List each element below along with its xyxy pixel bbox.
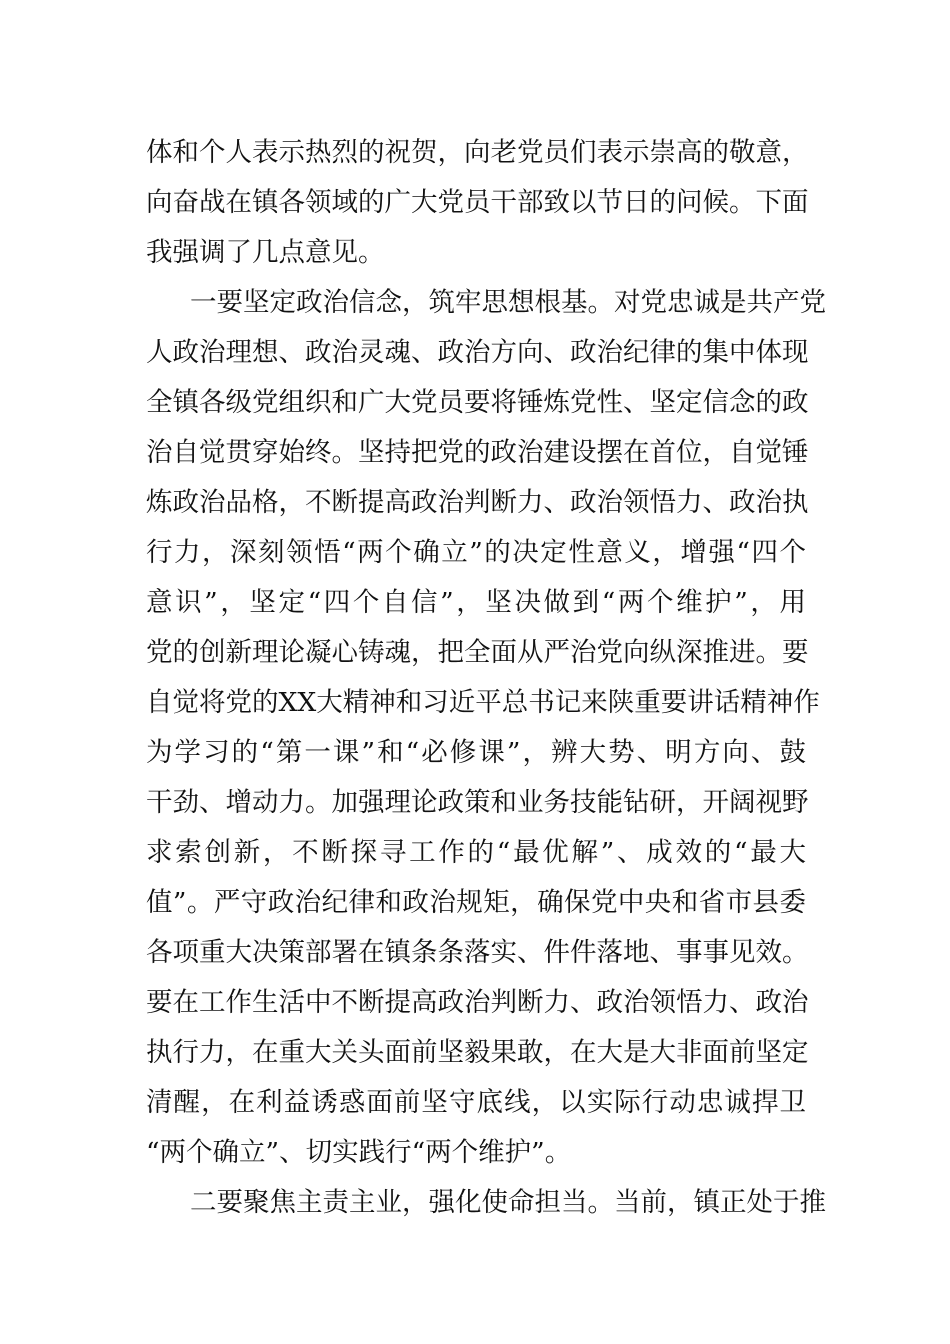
- text-line: 人政治理想、政治灵魂、政治方向、政治纪律的集中体现: [146, 337, 809, 368]
- text-line: 自觉将党的XX大精神和习近平总书记来陕重要讲话精神作: [146, 687, 820, 718]
- text-line: 向奋战在镇各领域的广大党员干部致以节日的问候。下面: [146, 187, 809, 218]
- body-text: [146, 128, 826, 1228]
- text-line: 炼政治品格，不断提高政治判断力、政治领悟力、政治执: [146, 487, 809, 518]
- text-line: 党的创新理论凝心铸魂，把全面从严治党向纵深推进。要: [146, 637, 809, 668]
- text-line: 我强调了几点意见。: [146, 237, 385, 268]
- text-line: 各项重大决策部署在镇条条落实、件件落地、事事见效。: [146, 937, 809, 968]
- paragraph-start-line: 一要坚定政治信念，筑牢思想根基。对党忠诚是共产党: [190, 287, 826, 318]
- text-line: 求索创新，不断探寻工作的“最优解”、成效的“最大: [146, 837, 806, 868]
- text-line: 执行力，在重大关头面前坚毅果敢，在大是大非面前坚定: [146, 1037, 809, 1068]
- text-line: 治自觉贯穿始终。坚持把党的政治建设摆在首位，自觉锤: [146, 437, 809, 468]
- paragraph-start-line: 二要聚焦主责主业，强化使命担当。当前，镇正处于推: [190, 1187, 826, 1218]
- text-line: “两个确立”、切实践行“两个维护”。: [146, 1137, 572, 1168]
- text-line: 清醒，在利益诱惑面前坚守底线，以实际行动忠诚捍卫: [146, 1087, 806, 1118]
- text-line: 值”。严守政治纪律和政治规矩，确保党中央和省市县委: [146, 887, 806, 918]
- text-line: 全镇各级党组织和广大党员要将锤炼党性、坚定信念的政: [146, 387, 809, 418]
- text-line: 体和个人表示热烈的祝贺，向老党员们表示崇高的敬意，: [146, 137, 809, 168]
- text-line: 意识”，坚定“四个自信”，坚决做到“两个维护”，用: [146, 587, 806, 618]
- text-line: 行力，深刻领悟“两个确立”的决定性意义，增强“四个: [146, 537, 806, 568]
- text-line: 要在工作生活中不断提高政治判断力、政治领悟力、政治: [146, 987, 809, 1018]
- text-line: 为学习的“第一课”和“必修课”，辨大势、明方向、鼓: [146, 737, 806, 768]
- text-line: 干劲、增动力。加强理论政策和业务技能钻研，开阔视野: [146, 787, 809, 818]
